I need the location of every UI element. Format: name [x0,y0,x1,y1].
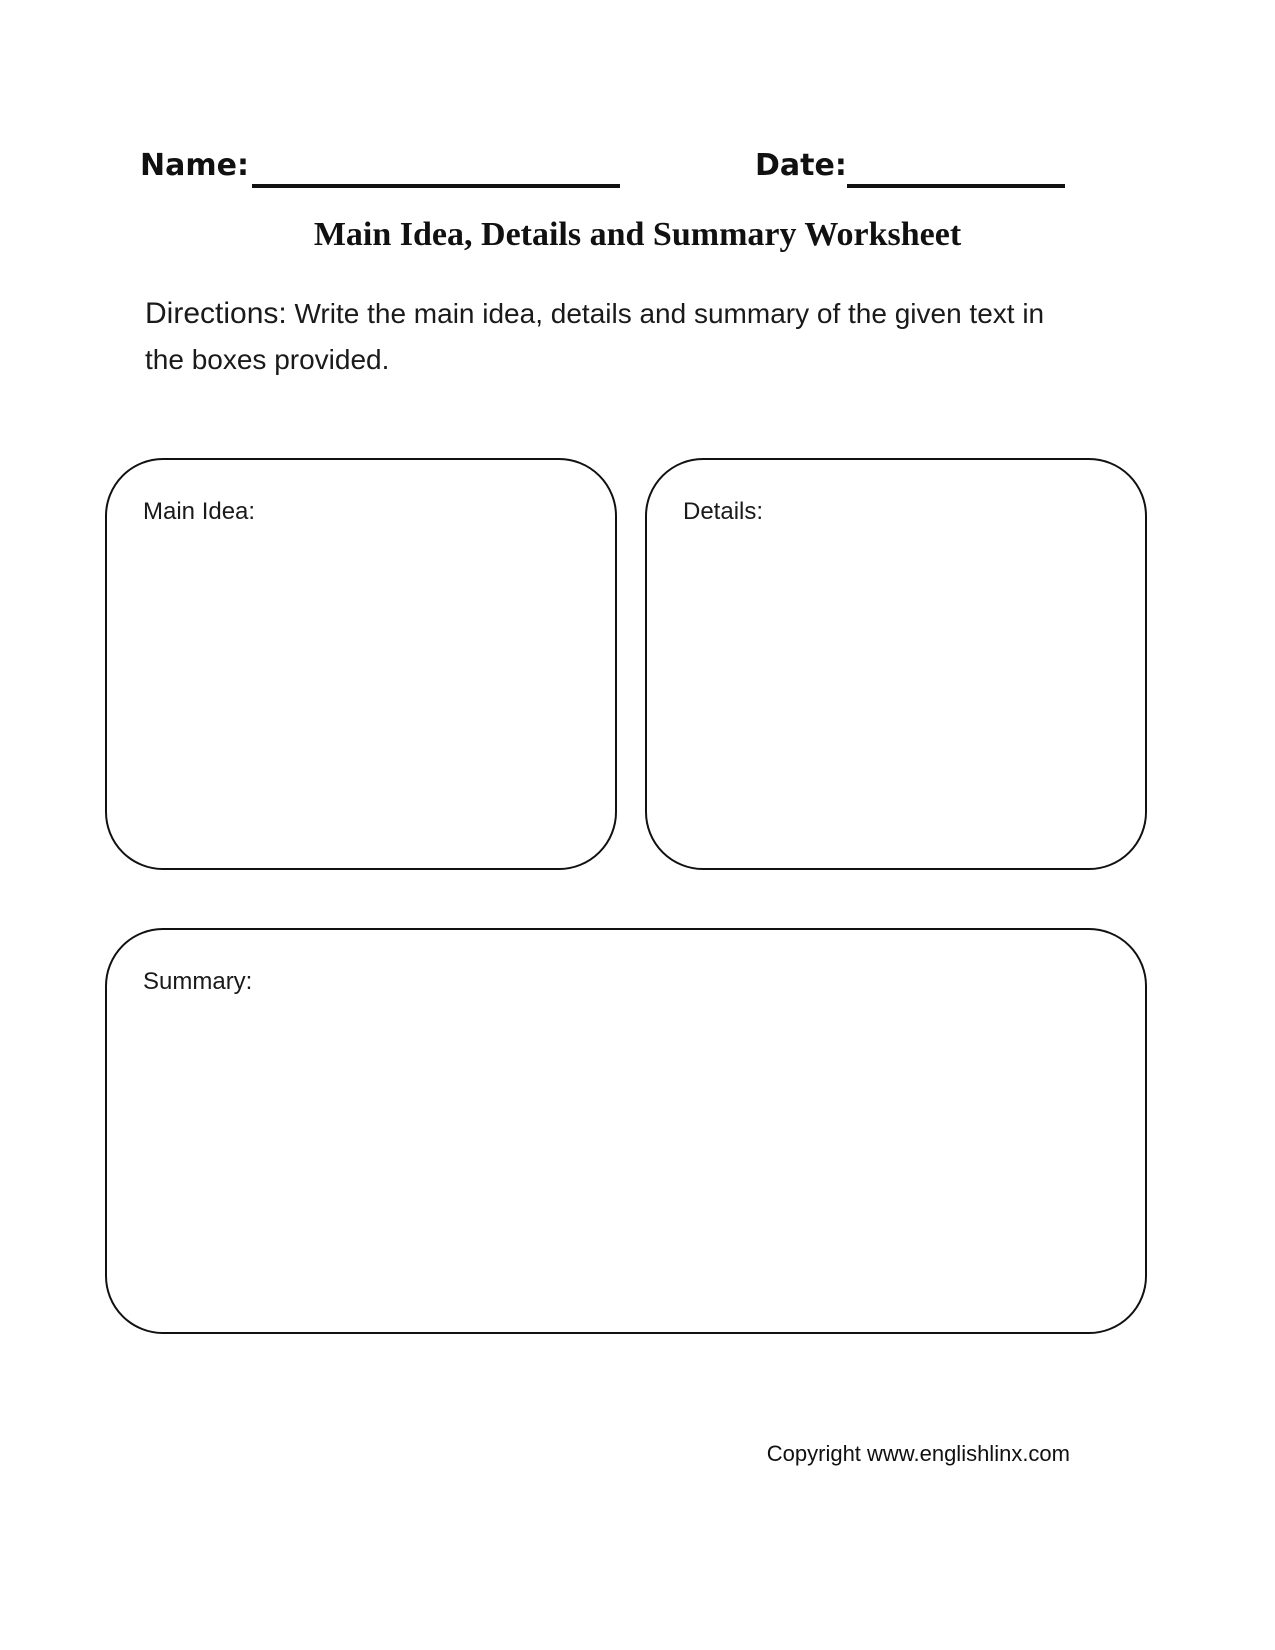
name-write-line [252,184,620,188]
directions-paragraph [145,290,1085,383]
summary-box [105,928,1147,1334]
date-label: Date: [755,148,847,183]
main-idea-box [105,458,617,870]
copyright-text: Copyright www.englishlinx.com [766,1441,1070,1466]
date-write-line [847,184,1065,188]
directions-label: Directions: [145,297,287,330]
details-label: Details: [683,498,764,525]
main-idea-label: Main Idea: [143,498,256,525]
summary-label: Summary: [143,968,253,995]
page-title: Main Idea, Details and Summary Worksheet [313,216,962,253]
directions-text: Write the main idea, details and summary of the given text in the boxes provided. [145,298,1045,375]
name-label: Name: [140,148,249,183]
details-box [645,458,1147,870]
